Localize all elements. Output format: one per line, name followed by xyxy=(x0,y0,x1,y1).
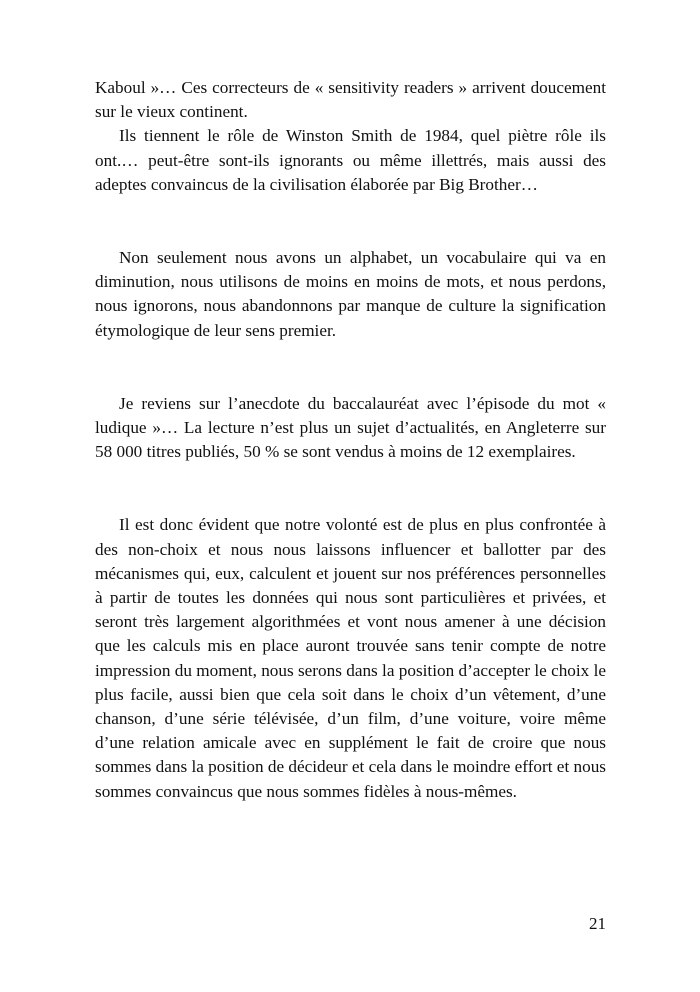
paragraph-vocabulary: Non seulement nous avons un alphabet, un vocabulaire qui va en diminution, nous utilisons de moins en moins de mots, et nous perdons, nous ignorons, nous abandonnons par manque de culture la signification étymologique de leur sens premier. xyxy=(95,248,606,340)
paragraph-baccalaureat: Je reviens sur l’anecdote du baccalauréat avec l’épisode du mot « ludique »… La lecture n’est plus un sujet d’actualités, en Angleterre sur 58 000 titres publiés, 50 % se sont vendus à moins de 12 exemplaires. xyxy=(95,393,606,462)
paragraph-continuation: Kaboul »… Ces correcteurs de « sensitivity readers » arrivent doucement sur le vieux continent. xyxy=(95,78,606,122)
paragraph-volonte: Il est donc évident que notre volonté est de plus en plus confrontée à des non-choix et nous nous laissons influencer et ballotter par des mécanismes qui, eux, calculent et jouent sur nos préférences personnelles à partir de toutes les données qui nous sont particulières et privées, et seront très largement algorithmées et vont nous amener à une décision que les calculs mis en place auront trouvée sans tenir compte de notre impression du moment, nous serons dans la position d’accepter le choix le plus facile, aussi bien que cela soit dans le choix d’un vêtement, d’une chanson, d’une série télévisée, d’un film, d’une voiture, voire même d’une relation amicale avec en supplément le fait de croire que nous sommes dans la position de décideur et cela dans le moindre effort et nous sommes convaincus que nous sommes fidèles à nous-mêmes. xyxy=(95,515,606,801)
page-number: 21 xyxy=(589,914,606,933)
page-body xyxy=(95,76,606,804)
paragraph-winston-smith: Ils tiennent le rôle de Winston Smith de 1984, quel piètre rôle ils ont.… peut-être sont-ils ignorants ou même illettrés, mais aussi des adeptes convaincus de la civilisation élaborée par Big Brother… xyxy=(95,126,606,194)
